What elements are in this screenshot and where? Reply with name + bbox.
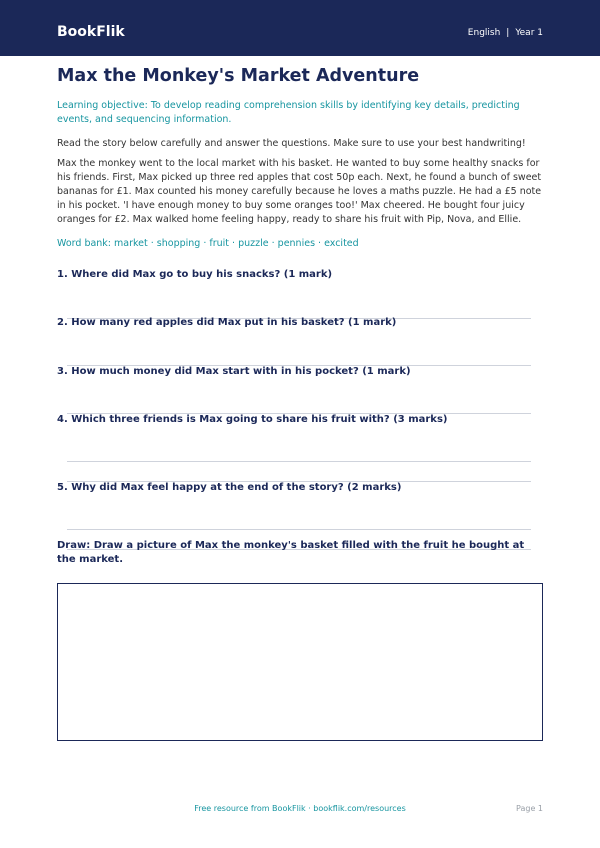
drawing-box[interactable] bbox=[57, 583, 543, 741]
page-number: Page 1 bbox=[516, 804, 543, 813]
question-1: 1. Where did Max go to buy his snacks? (1 mark) bbox=[57, 269, 333, 280]
question-4: 4. Which three friends is Max going to share his fruit with? (3 marks) bbox=[57, 414, 448, 425]
draw-prompt: Draw: Draw a picture of Max the monkey's basket filled with the fruit he bought at the market. bbox=[57, 540, 525, 565]
answer-line[interactable] bbox=[67, 529, 531, 530]
site-header bbox=[0, 0, 600, 56]
story-text: Max the monkey went to the local market with his basket. He wanted to buy some healthy snacks for his friends. First, Max picked up three red apples that cost 50p each. Next, he found a bunch of sweet bananas for £1. Max counted his money carefully because he loves a maths puzzle. He had a £5 note in his pocket. 'I have enough money to buy some oranges too!' Max cheered. He bought four juicy oranges for £2. Max walked home feeling happy, ready to share his fruit with Pip, Nova, and Ellie. bbox=[57, 158, 542, 225]
year-label: Year 1 bbox=[515, 28, 543, 38]
brand-logo[interactable]: BookFlik bbox=[57, 24, 125, 40]
footer-credit[interactable]: Free resource from BookFlik · bookflik.com/resources bbox=[194, 804, 406, 813]
question-5: 5. Why did Max feel happy at the end of the story? (2 marks) bbox=[57, 482, 402, 493]
worksheet-title: Max the Monkey's Market Adventure bbox=[57, 66, 420, 86]
header-separator: | bbox=[506, 28, 510, 38]
word-bank: Word bank: market · shopping · fruit · puzzle · pennies · excited bbox=[57, 238, 359, 249]
header-meta bbox=[468, 26, 543, 40]
question-3: 3. How much money did Max start with in his pocket? (1 mark) bbox=[57, 366, 411, 377]
learning-objective: Learning objective: To develop reading comprehension skills by identifying key details, predicting events, and sequencing information. bbox=[57, 100, 520, 125]
answer-line[interactable] bbox=[67, 461, 531, 462]
question-2: 2. How many red apples did Max put in his basket? (1 mark) bbox=[57, 317, 397, 328]
subject-label: English bbox=[467, 28, 501, 38]
instructions-text: Read the story below carefully and answer the questions. Make sure to use your best handwriting! bbox=[57, 138, 526, 149]
